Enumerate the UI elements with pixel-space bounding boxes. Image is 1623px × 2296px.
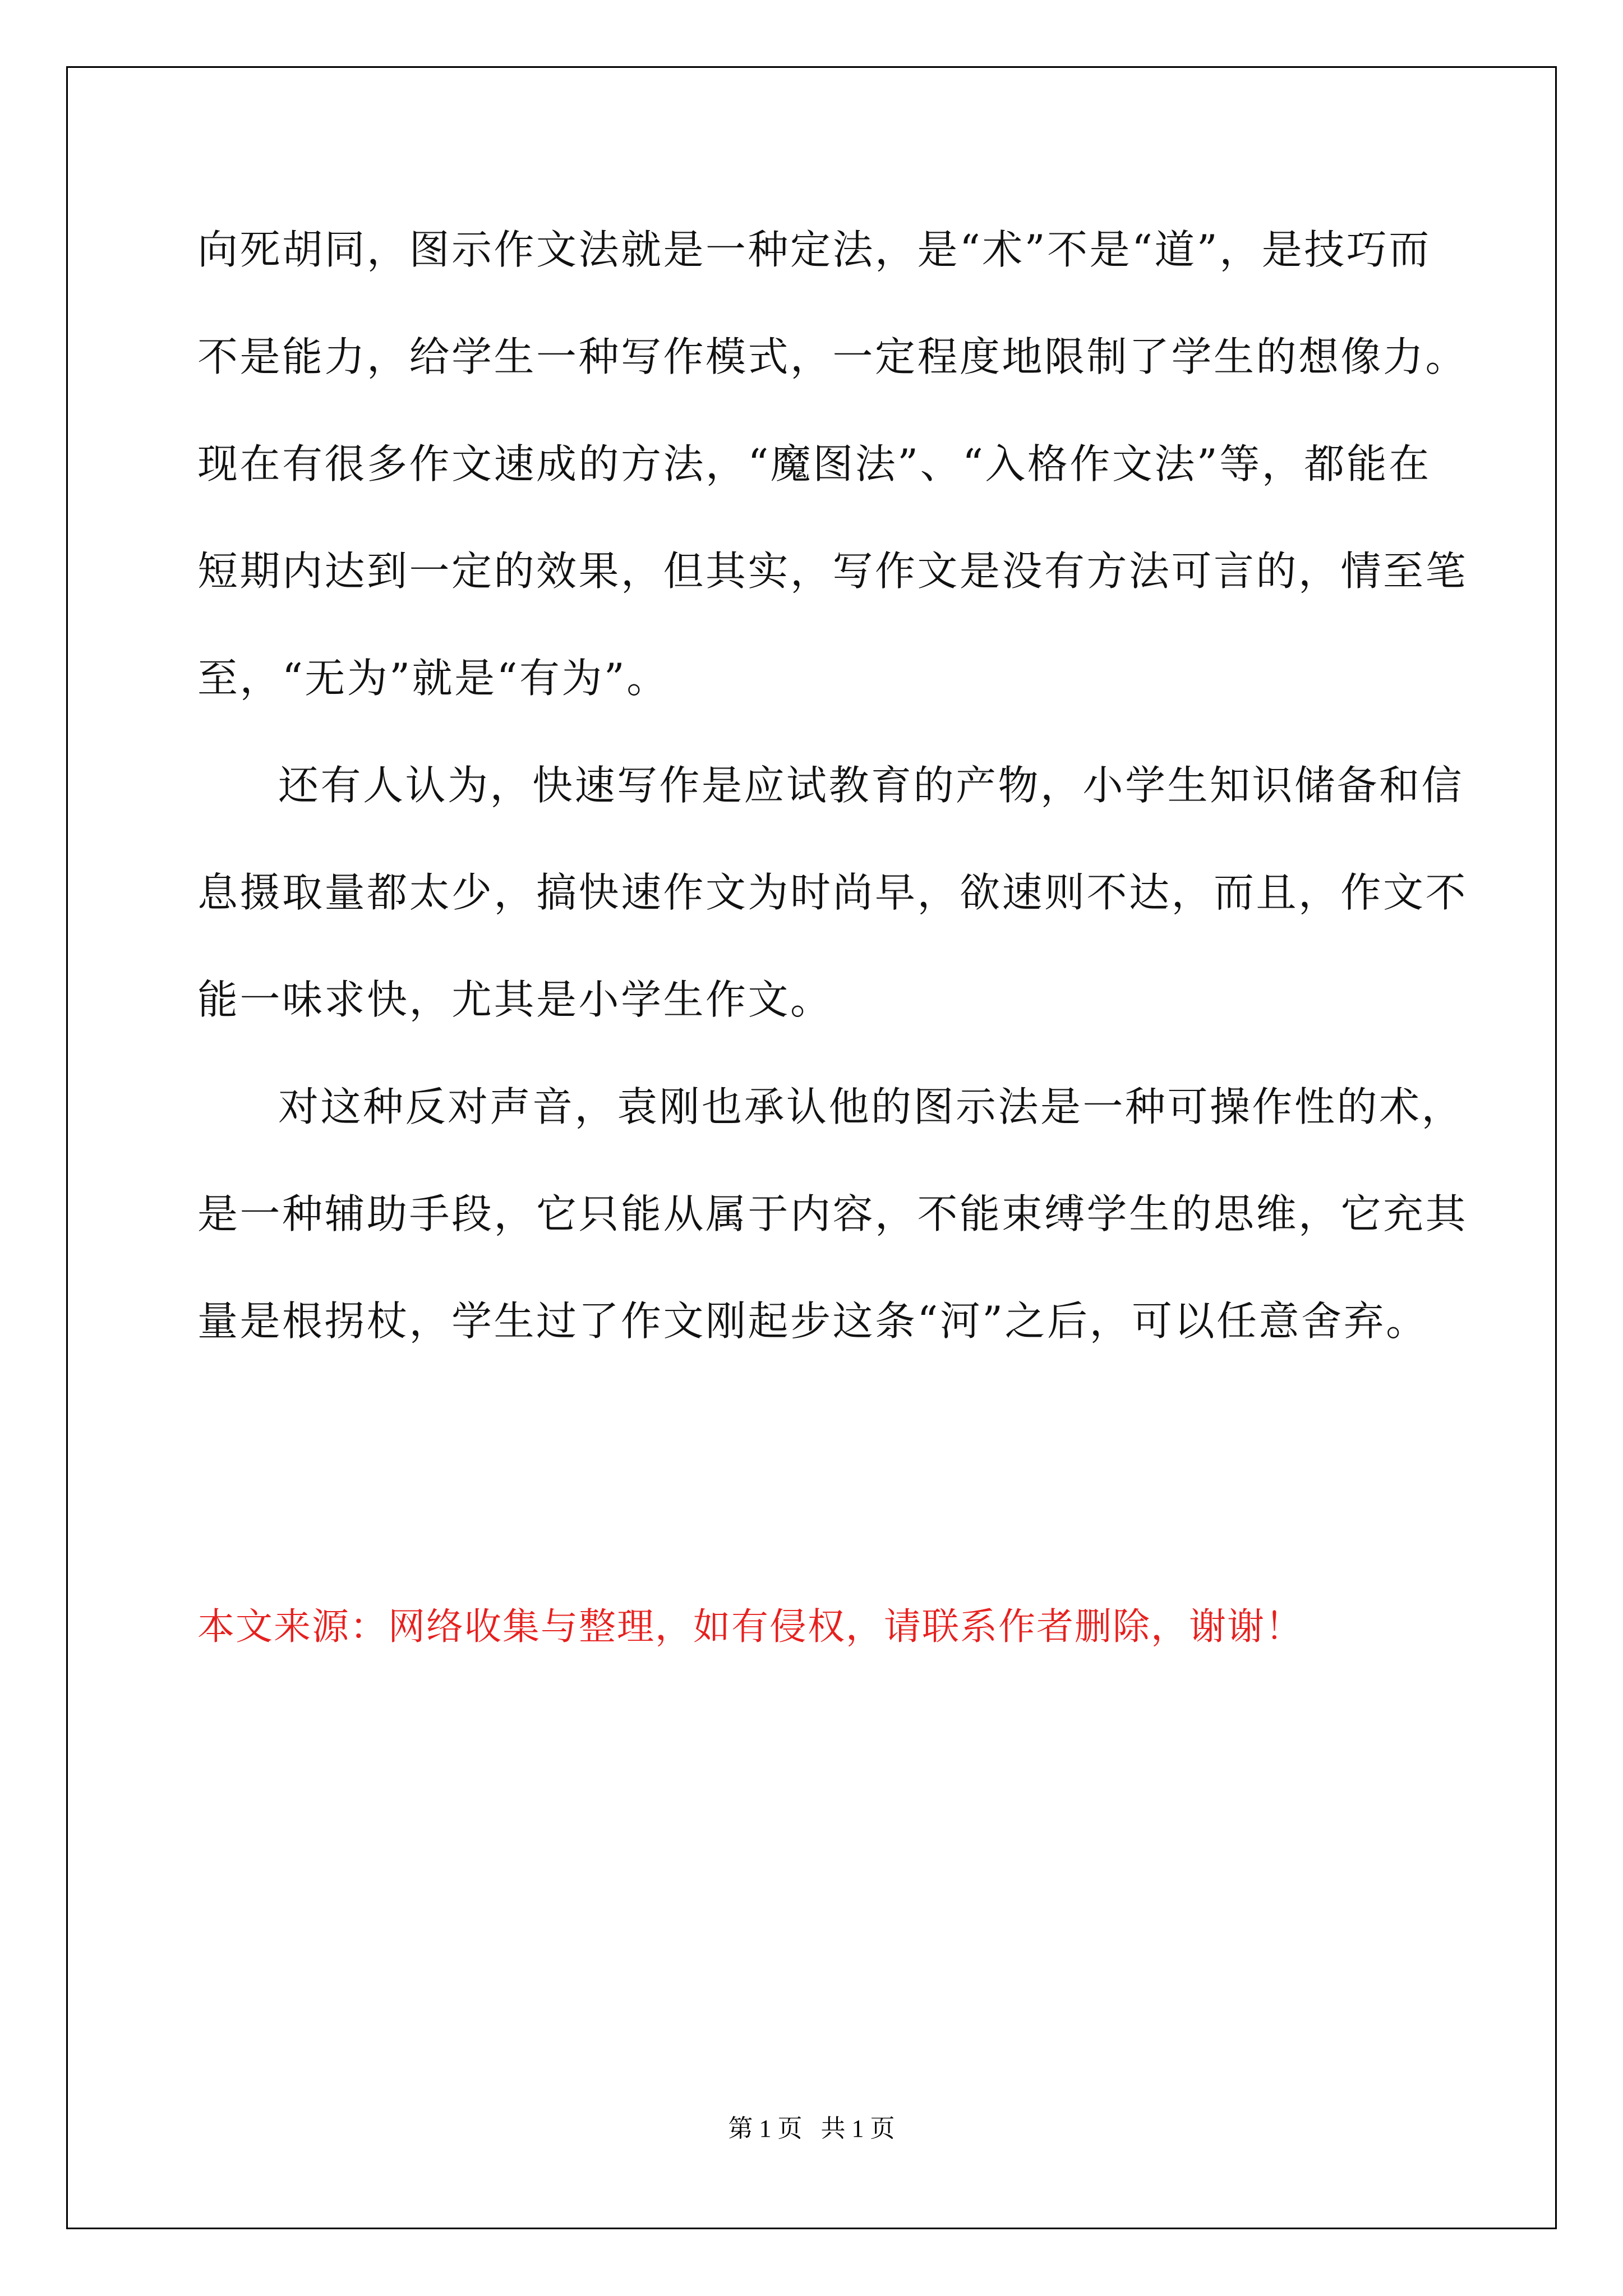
text-line: 能一味求快，尤其是小学生作文。 bbox=[197, 976, 833, 1023]
text-line: 是一种辅助手段，它只能从属于内容，不能束缚学生的思维，它充其 bbox=[197, 1190, 1468, 1237]
text-line: 息摄取量都太少，搞快速作文为时尚早，欲速则不达，而且，作文不 bbox=[197, 869, 1468, 916]
page-number-footer: 第 1 页 共 1 页 bbox=[728, 2115, 895, 2142]
text-line: 还有人认为，快速写作是应试教育的产物，小学生知识储备和信 bbox=[278, 762, 1464, 809]
text-line: 向死胡同，图示作文法就是一种定法，是“术”不是“道”，是技巧而 bbox=[197, 226, 1431, 273]
text-line: 至，“无为”就是“有为”。 bbox=[197, 655, 669, 702]
text-line: 不是能力，给学生一种写作模式，一定程度地限制了学生的想像力。 bbox=[197, 333, 1468, 380]
text-line: 现在有很多作文速成的方法，“魔图法”、“入格作文法”等，都能在 bbox=[197, 440, 1431, 487]
text-line: 量是根拐杖，学生过了作文刚起步这条“河”之后，可以任意舍弃。 bbox=[197, 1297, 1428, 1345]
document-body bbox=[197, 216, 1468, 1395]
text-line: 短期内达到一定的效果，但其实，写作文是没有方法可言的，情至笔 bbox=[197, 547, 1468, 595]
text-line: 对这种反对声音，袁刚也承认他的图示法是一种可操作性的术， bbox=[278, 1083, 1464, 1130]
source-note: 本文来源：网络收集与整理，如有侵权，请联系作者删除，谢谢！ bbox=[197, 1605, 1303, 1648]
